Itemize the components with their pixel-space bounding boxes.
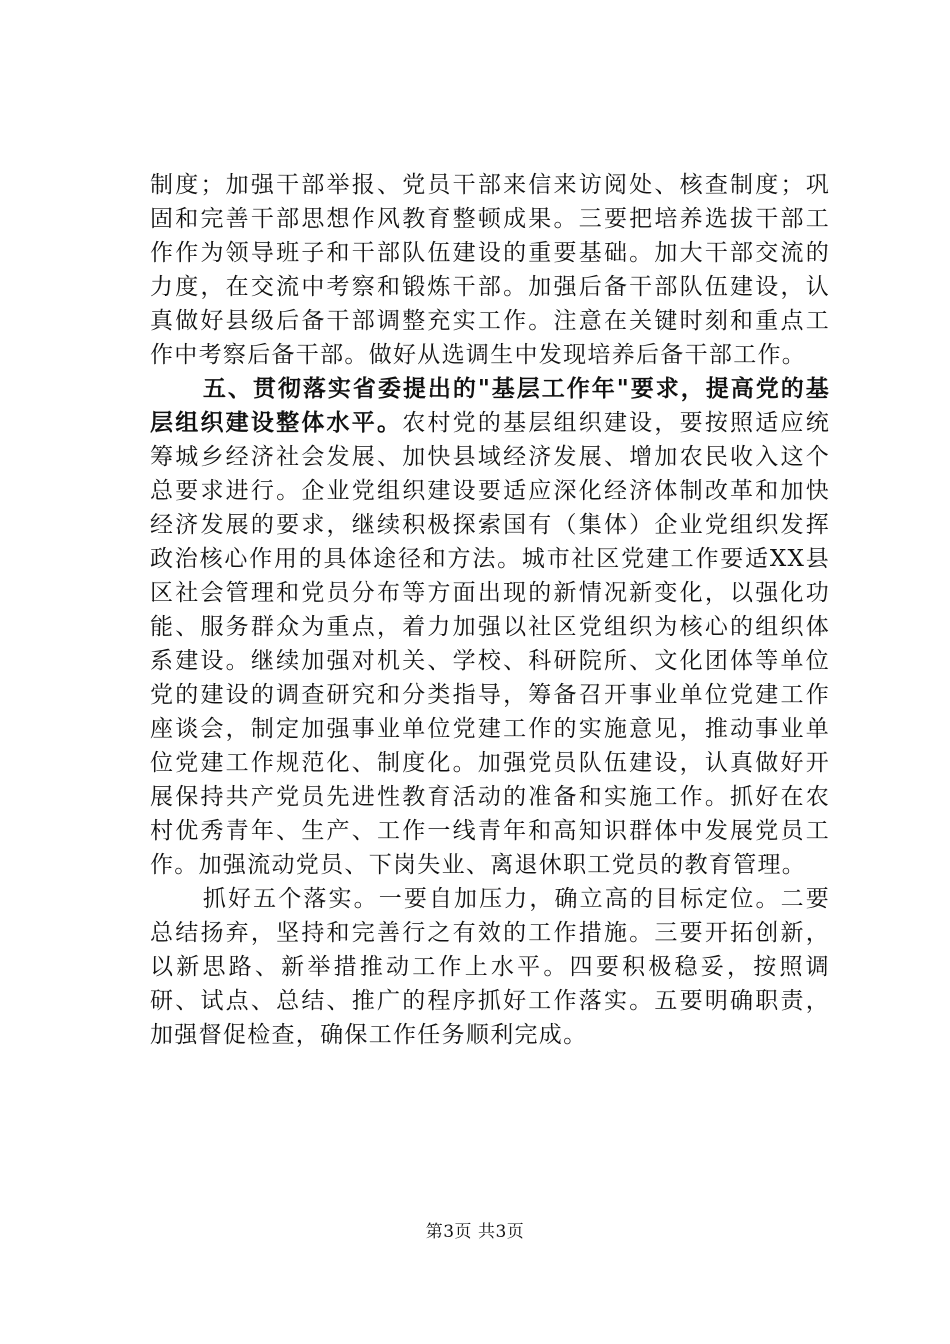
paragraph-1: 制度；加强干部举报、党员干部来信来访阅处、核查制度；巩固和完善干部思想作风教育整顿成果。三要把培养选拔干部工作作为领导班子和干部队伍建设的重要基础。加大干部交流的力度，在交流中考察和锻炼干部。加强后备干部队伍建设，认真做好县级后备干部调整充实工作。注意在关键时刻和重点工作中考察后备干部。做好从选调生中发现培养后备干部工作。 (150, 172, 830, 368)
paragraph-2 (150, 372, 830, 882)
page-footer: 第3页 共3页 (425, 1222, 525, 1242)
paragraph-2-body: 农村党的基层组织建设，要按照适应统筹城乡经济社会发展、加快县域经济发展、增加农民收入这个总要求进行。企业党组织建设要适应深化经济体制改革和加快经济发展的要求，继续积极探索国有（集体）企业党组织发挥政治核心作用的具体途径和方法。城市社区党建工作要适XX县区社会管理和党员分布等方面出现的新情况新变化，以强化功能、服务群众为重点，着力加强以社区党组织为核心的组织体系建设。继续加强对机关、学校、科研院所、文化团体等单位党的建设的调查研究和分类指导，筹备召开事业单位党建工作座谈会，制定加强事业单位党建工作的实施意见，推动事业单位党建工作规范化、制度化。加强党员队伍建设，认真做好开展保持共产党员先进性教育活动的准备和实施工作。抓好在农村优秀青年、生产、工作一线青年和高知识群体中发展党员工作。加强流动党员、下岗失业、离退休职工党员的教育管理。 (150, 410, 831, 878)
section-heading: 五、贯彻落实省委提出的"基层工作年"要求，提高党的基层组织建设整体水平。 (150, 375, 830, 436)
document-body (150, 168, 830, 1052)
paragraph-3: 抓好五个落实。一要自加压力，确立高的目标定位。二要总结扬弃，坚持和完善行之有效的工作措施。三要开拓创新，以新思路、新举措推动工作上水平。四要积极稳妥，按照调研、试点、总结、推广的程序抓好工作落实。五要明确职责，加强督促检查，确保工作任务顺利完成。 (150, 886, 830, 1048)
